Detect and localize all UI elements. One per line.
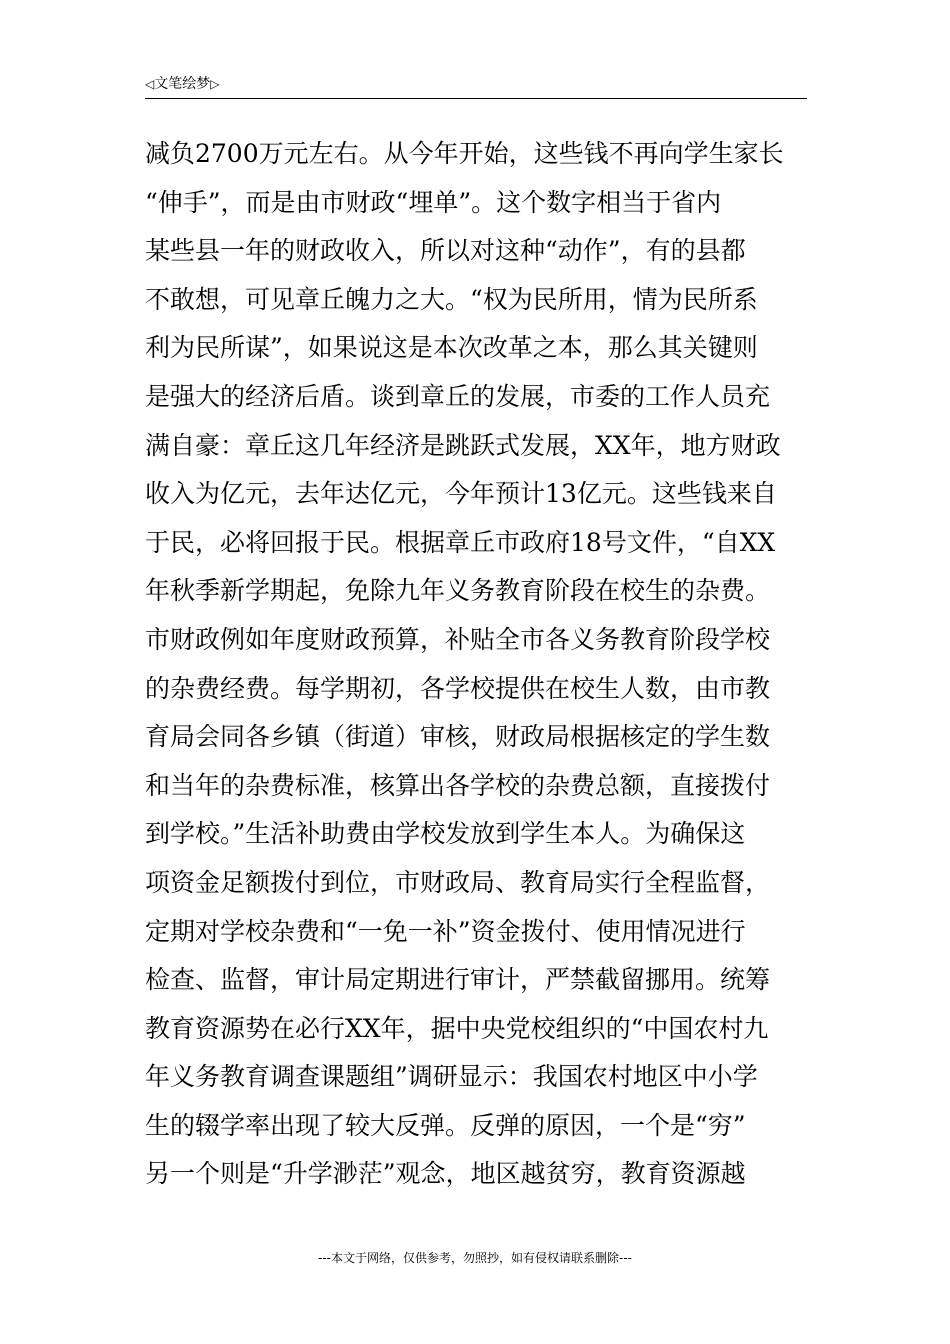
header-title bbox=[145, 74, 219, 94]
page-header bbox=[145, 72, 807, 99]
body-line: 某些县一年的财政收入，所以对这种“动作”，有的县都 bbox=[145, 236, 746, 266]
left-triangle-icon: ◁ bbox=[145, 77, 155, 91]
body-line: 项资金足额拨付到位，市财政局、教育局实行全程监督， bbox=[145, 867, 771, 897]
body-line: 定期对学校杂费和“一免一补”资金拨付、使用情况进行 bbox=[145, 916, 746, 946]
body-line: 收入为亿元，去年达亿元，今年预计13亿元。这些钱来自 bbox=[145, 479, 777, 509]
body-line: 和当年的杂费标准，核算出各学校的杂费总额，直接拨付 bbox=[145, 770, 771, 800]
body-line: 满自豪：章丘这几年经济是跳跃式发展，XX年，地方财政 bbox=[145, 430, 781, 460]
header-title-text: 文笔绘梦 bbox=[154, 76, 211, 92]
body-line: 市财政例如年度财政预算，补贴全市各义务教育阶段学校 bbox=[145, 624, 771, 654]
right-triangle-icon: ▷ bbox=[210, 77, 220, 91]
body-line: 到学校。”生活补助费由学校发放到学生本人。为确保这 bbox=[145, 819, 746, 849]
body-line: 于民，必将回报于民。根据章丘市政府18号文件，“自XX bbox=[145, 527, 776, 557]
body-line: “伸手”，而是由市财政“埋单”。这个数字相当于省内 bbox=[145, 187, 722, 217]
body-line: 年义务教育调查课题组”调研显示：我国农村地区中小学 bbox=[145, 1062, 758, 1092]
body-line: 减负2700万元左右。从今年开始，这些钱不再向学生家长 bbox=[145, 139, 784, 168]
document-body bbox=[145, 130, 815, 1199]
body-line: 不敢想，可见章丘魄力之大。“权为民所用，情为民所系 bbox=[145, 284, 758, 314]
body-line: 检查、监督，审计局定期进行审计，严禁截留挪用。统筹 bbox=[145, 965, 771, 995]
body-line: 教育资源势在必行XX年，据中央党校组织的“中国农村九 bbox=[145, 1013, 769, 1043]
body-line: 是强大的经济后盾。谈到章丘的发展，市委的工作人员充 bbox=[145, 381, 771, 411]
body-line: 利为民所谋”，如果说这是本次改革之本，那么其关键则 bbox=[145, 333, 758, 363]
body-line: 另一个则是“升学渺茫”观念，地区越贫穷，教育资源越 bbox=[145, 1159, 746, 1189]
body-line: 年秋季新学期起，免除九年义务教育阶段在校生的杂费。 bbox=[145, 576, 771, 606]
page-footer: ---本文于网络，仅供参考，勿照抄，如有侵权请联系删除--- bbox=[318, 1251, 632, 1265]
body-line: 的杂费经费。每学期初，各学校提供在校生人数，由市教 bbox=[145, 673, 771, 703]
body-line: 育局会同各乡镇（街道）审核，财政局根据核定的学生数 bbox=[145, 722, 771, 752]
body-line: 生的辍学率出现了较大反弹。反弹的原因，一个是“穷” bbox=[145, 1110, 746, 1140]
